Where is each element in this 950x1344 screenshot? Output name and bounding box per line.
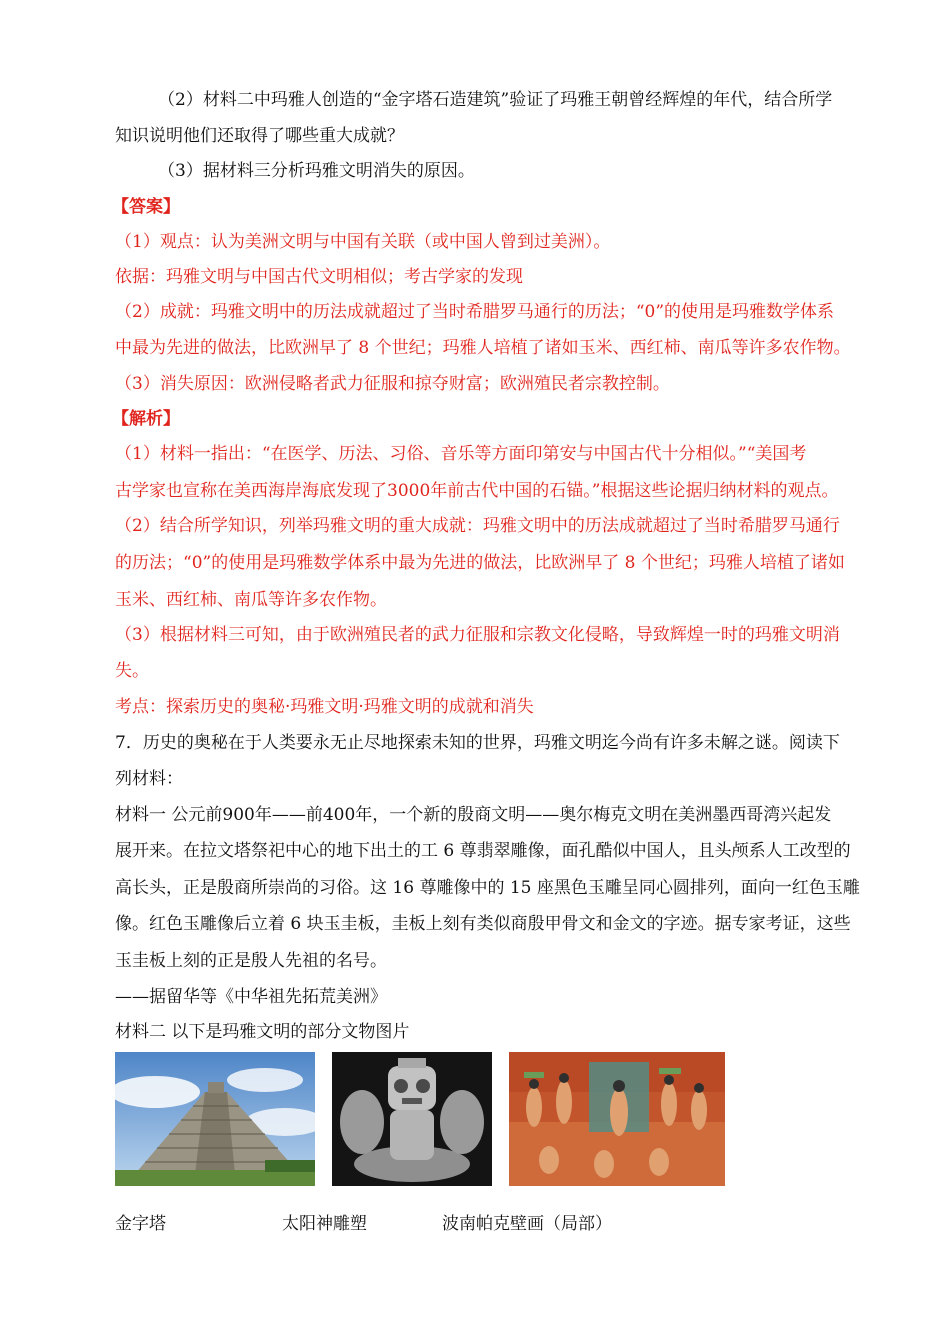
question-7-stem-line-2: 列材料： xyxy=(115,769,183,789)
analysis-2-line-3: 玉米、西红柿、南瓜等许多农作物。 xyxy=(115,590,387,610)
material-1-line-3: 高长头，正是殷商所崇尚的习俗。这 16 尊雕像中的 15 座黑色玉雕呈同心圆排列，面向一红色玉雕 xyxy=(115,878,860,898)
question-2-line-2: 知识说明他们还取得了哪些重大成就？ xyxy=(115,126,404,146)
sun-god-sculpture-photo xyxy=(332,1052,492,1186)
material-1-line-5: 玉圭板上刻的正是殷人先祖的名号。 xyxy=(115,951,387,971)
material-1-line-2: 展开来。在拉文塔祭祀中心的地下出土的工 6 尊翡翠雕像，面孔酷似中国人，且头颅系人工改型的 xyxy=(115,841,851,861)
pyramid-photo xyxy=(115,1052,315,1186)
answer-2-line-1: （2）成就：玛雅文明中的历法成就超过了当时希腊罗马通行的历法；“0”的使用是玛雅数学体系 xyxy=(115,302,835,322)
kaodian: 考点：探索历史的奥秘·玛雅文明·玛雅文明的成就和消失 xyxy=(115,697,534,717)
caption-bonampak-mural: 波南帕克壁画（局部） xyxy=(442,1214,612,1234)
material-1-source: ——据留华等《中华祖先拓荒美洲》 xyxy=(115,987,387,1007)
material-1-line-1: 材料一 公元前900年——前400年，一个新的殷商文明——奥尔梅克文明在美洲墨西哥湾兴起发 xyxy=(115,805,832,825)
analysis-2-line-1: （2）结合所学知识，列举玛雅文明的重大成就：玛雅文明中的历法成就超过了当时希腊罗马通行 xyxy=(115,516,840,536)
analysis-2-line-2: 的历法；“0”的使用是玛雅数学体系中最为先进的做法，比欧洲早了 8 个世纪；玛雅人培植了诸如 xyxy=(115,553,845,573)
answer-2-line-2: 中最为先进的做法，比欧洲早了 8 个世纪；玛雅人培植了诸如玉米、西红柿、南瓜等许多农作物。 xyxy=(115,338,851,358)
bonampak-mural-photo xyxy=(509,1052,725,1186)
material-2-intro: 材料二 以下是玛雅文明的部分文物图片 xyxy=(115,1022,410,1042)
answer-3: （3）消失原因：欧洲侵略者武力征服和掠夺财富；欧洲殖民者宗教控制。 xyxy=(115,374,670,394)
caption-pyramid: 金字塔 xyxy=(115,1214,166,1234)
analysis-heading: 【解析】 xyxy=(112,409,180,429)
material-1-line-4: 像。红色玉雕像后立着 6 块玉圭板，圭板上刻有类似商殷甲骨文和金文的字迹。据专家考证，这些 xyxy=(115,914,851,934)
question-3: （3）据材料三分析玛雅文明消失的原因。 xyxy=(158,161,475,181)
analysis-3-line-1: （3）根据材料三可知，由于欧洲殖民者的武力征服和宗教文化侵略，导致辉煌一时的玛雅文明消 xyxy=(115,625,840,645)
caption-sun-god-sculpture: 太阳神雕塑 xyxy=(282,1214,367,1234)
question-7-stem-line-1: 7．历史的奥秘在于人类要永无止尽地探索未知的世界，玛雅文明迄今尚有许多未解之谜。阅读下 xyxy=(115,733,840,753)
answer-heading: 【答案】 xyxy=(112,197,180,217)
answer-1-basis: 依据：玛雅文明与中国古代文明相似；考古学家的发现 xyxy=(115,267,523,287)
analysis-3-line-2: 失。 xyxy=(115,661,149,681)
question-2-line-1: （2）材料二中玛雅人创造的“金字塔石造建筑”验证了玛雅王朝曾经辉煌的年代，结合所学 xyxy=(158,90,833,110)
answer-1-view: （1）观点：认为美洲文明与中国有关联（或中国人曾到过美洲）。 xyxy=(115,232,611,252)
analysis-1-line-1: （1）材料一指出：“在医学、历法、习俗、音乐等方面印第安与中国古代十分相似。”“美国考 xyxy=(115,444,807,464)
analysis-1-line-2: 古学家也宣称在美西海岸海底发现了3000年前古代中国的石锚。”根据这些论据归纳材料的观点。 xyxy=(115,481,839,501)
